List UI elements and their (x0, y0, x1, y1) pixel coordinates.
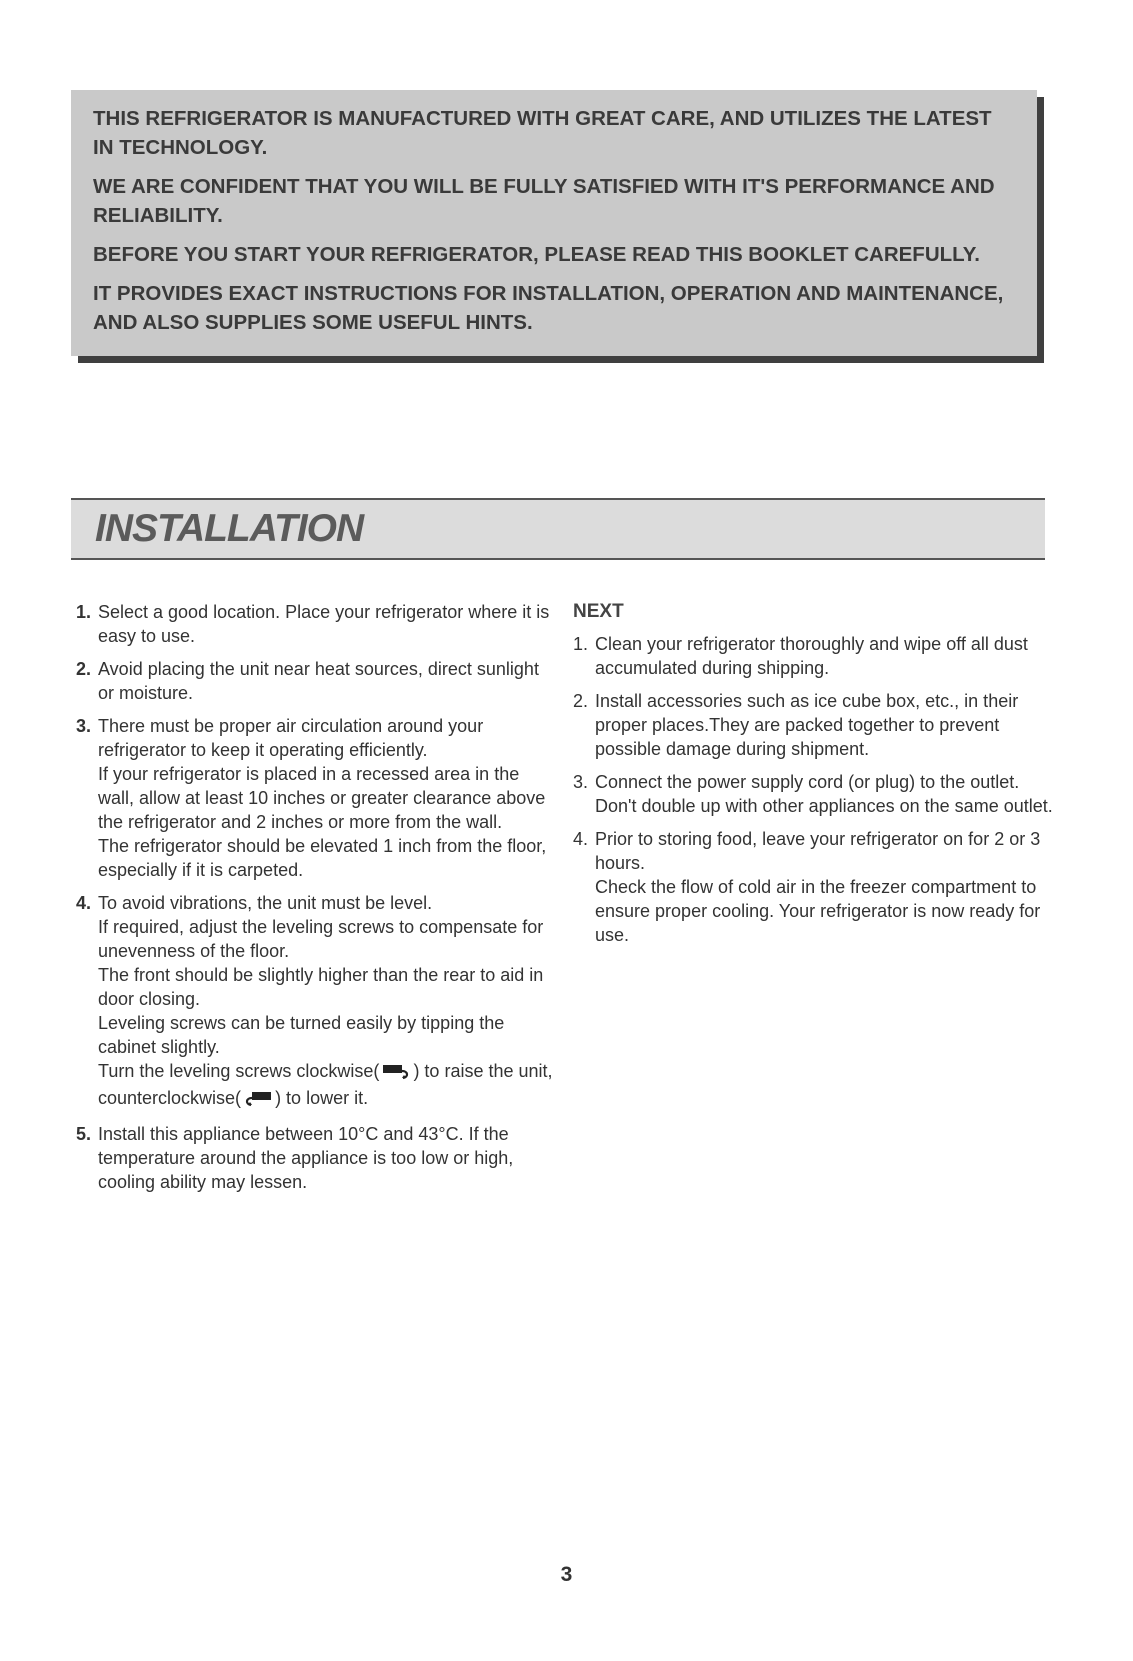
list-item (76, 891, 554, 1113)
list-item (573, 827, 1053, 947)
list-item (76, 714, 554, 882)
intro-paragraph: THIS REFRIGERATOR IS MANUFACTURED WITH GREAT CARE, AND UTILIZES THE LATEST IN TECHNOLOGY. (93, 107, 992, 159)
item-text: Install this appliance between 10°C and 43°C. If the temperature around the appliance is too low or high, cooling ability may lessen. (98, 1124, 514, 1192)
installation-steps-column (76, 600, 554, 1203)
item-number: 2. (76, 659, 92, 679)
list-item (76, 1122, 554, 1194)
list-item (573, 689, 1053, 761)
section-title: INSTALLATION (95, 507, 364, 550)
item-text: Select a good location. Place your refrigerator where it is easy to use. (98, 602, 550, 646)
section-header-bar (71, 498, 1045, 560)
clockwise-screw-icon (381, 1062, 411, 1086)
intro-notice-box (71, 90, 1037, 356)
intro-paragraph: WE ARE CONFIDENT THAT YOU WILL BE FULLY SATISFIED WITH IT'S PERFORMANCE AND RELIABILITY. (93, 175, 995, 227)
turn-instruction (98, 1059, 554, 1113)
next-steps-column (573, 600, 1053, 956)
counterclockwise-screw-icon (243, 1089, 273, 1113)
next-heading: NEXT (573, 601, 624, 622)
item-number: 1. (573, 634, 589, 654)
item-text: Prior to storing food, leave your refrigerator on for 2 or 3 hours. (595, 829, 1041, 873)
item-number: 3. (573, 772, 589, 792)
item-text: To avoid vibrations, the unit must be level. (98, 893, 433, 913)
item-text: If your refrigerator is placed in a recessed area in the wall, allow at least 10 inches or greater clearance above the refrigerator and 2 inches or more from the wall. (98, 764, 546, 832)
item-text: Connect the power supply cord (or plug) to the outlet. Don't double up with other appliances on the same outlet. (595, 772, 1053, 816)
item-number: 3. (76, 716, 92, 736)
next-steps-list (573, 632, 1053, 947)
list-item (76, 657, 554, 705)
item-text: The front should be slightly higher than the rear to aid in door closing. (98, 965, 544, 1009)
item-text: Clean your refrigerator thoroughly and wipe off all dust accumulated during shipping. (595, 634, 1028, 678)
item-text: Avoid placing the unit near heat sources, direct sunlight or moisture. (98, 659, 539, 703)
list-item (76, 600, 554, 648)
item-text: Leveling screws can be turned easily by tipping the cabinet slightly. (98, 1013, 505, 1057)
item-text: If required, adjust the leveling screws to compensate for unevenness of the floor. (98, 917, 544, 961)
turn-text: ) to lower it. (275, 1088, 369, 1108)
item-text: Install accessories such as ice cube box, etc., in their proper places.They are packed together to prevent possible damage during shipment. (595, 691, 1019, 759)
item-number: 4. (573, 829, 589, 849)
intro-paragraph: BEFORE YOU START YOUR REFRIGERATOR, PLEASE READ THIS BOOKLET CAREFULLY. (93, 243, 980, 266)
turn-text: ) to raise the unit, counterclockwise( (98, 1061, 553, 1108)
item-number: 4. (76, 893, 92, 913)
list-item (573, 770, 1053, 818)
item-text: The refrigerator should be elevated 1 inch from the floor, especially if it is carpeted. (98, 836, 547, 880)
installation-steps-list (76, 600, 554, 1194)
intro-paragraph: IT PROVIDES EXACT INSTRUCTIONS FOR INSTALLATION, OPERATION AND MAINTENANCE, AND ALSO SUPPLIES SOME USEFUL HINTS. (93, 282, 1004, 334)
item-number: 2. (573, 691, 589, 711)
item-number: 1. (76, 602, 92, 622)
turn-text: Turn the leveling screws clockwise( (98, 1061, 380, 1081)
item-text: There must be proper air circulation around your refrigerator to keep it operating efficiently. (98, 716, 484, 760)
item-number: 5. (76, 1124, 92, 1144)
list-item (573, 632, 1053, 680)
item-text: Check the flow of cold air in the freezer compartment to ensure proper cooling. Your refrigerator is now ready for use. (595, 877, 1041, 945)
page-number: 3 (560, 1563, 573, 1586)
